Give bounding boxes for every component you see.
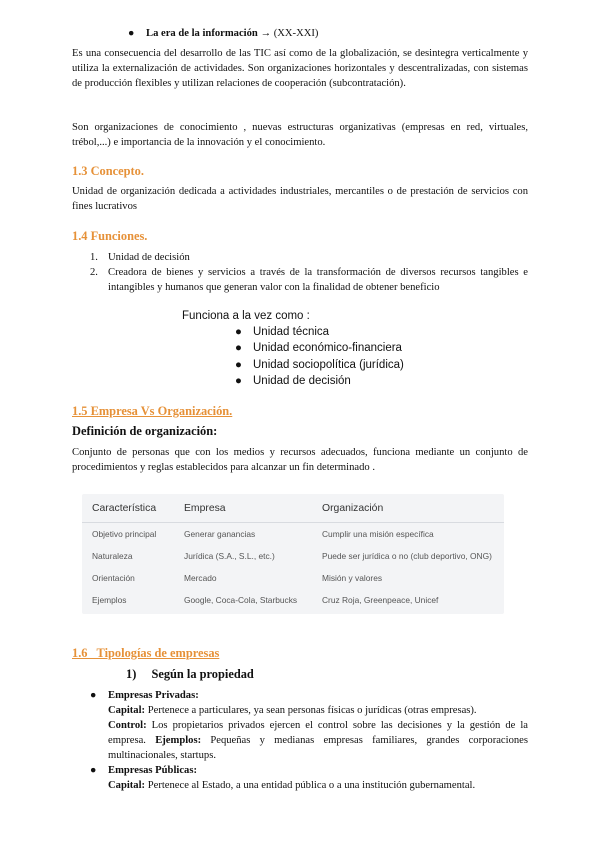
funciona-list-item: ● Unidad técnica [253,324,329,340]
comparison-table [82,494,504,614]
table-cell: Google, Coca-Cola, Starbucks [184,595,298,605]
table-row [82,523,504,546]
intro-paragraph-1: Es una consecuencia del desarrollo de las TIC así como de la globalización, se desintegra verticalmente y utiliza la externalización de actividades. Son organizaciones horizontales y descentralizadas, con sistemas de producción flexibles y utilizan relaciones de cooperación (subcontratación). [72,48,528,89]
table-cell: Misión y valores [322,573,383,583]
table-cell: Mercado [184,573,217,583]
table-header-cell: Organización [312,494,504,523]
heading-1-3: 1.3 Concepto. [72,164,144,178]
table-cell: Orientación [92,573,135,583]
bullet-icon: ● [235,359,242,371]
subheading-propiedad: 1) Según la propiedad [126,667,254,681]
era-informacion-title: La era de la información [146,28,258,39]
table-row [82,545,504,567]
publicas-capital: Capital: Pertenece al Estado, a una entidad pública o a una institución gubernamental. [108,780,476,791]
table-header-cell: Empresa [174,494,312,523]
table-cell: Jurídica (S.A., S.L., etc.) [184,551,275,561]
bullet-icon: ● [235,375,242,387]
era-informacion-range: (XX-XXI) [271,28,319,39]
bullet-icon: ● [235,326,242,338]
table-cell: Ejemplos [92,595,127,605]
table-cell: Cruz Roja, Greenpeace, Unicef [322,595,439,605]
funciona-list-item: ● Unidad sociopolítica (jurídica) [253,357,404,373]
definicion-text: Conjunto de personas que con los medios y recursos adecuados, funciona mediante un conjunto de procedimientos y reglas establecidos para alcanzar un fin determinado . [72,447,528,473]
heading-1-6: 1.6 Tipologías de empresas [72,646,220,660]
privadas-capital: Capital: Pertenece a particulares, ya sean personas físicas o jurídicas (otras empresas). [108,705,477,716]
definicion-title: Definición de organización: [72,424,218,438]
table-cell: Generar ganancias [184,529,256,539]
heading-1-4: 1.4 Funciones. [72,229,148,243]
empresas-privadas-bullet: ● Empresas Privadas: [90,689,199,701]
table-cell: Cumplir una misión específica [322,529,434,539]
bullet-icon: ● [90,764,97,776]
table-header-row [82,494,504,523]
funciones-item-2: 2. Creadora de bienes y servicios a través de la transformación de diversos recursos tangibles e intangibles y humanos que generan valor con la finalidad de obtener beneficio [90,267,528,293]
empresas-publicas-bullet: ● Empresas Públicas: [90,764,197,776]
arrow-icon: → [260,28,272,39]
funciona-list-item: ● Unidad económico-financiera [253,340,402,356]
concepto-text: Unidad de organización dedicada a actividades industriales, mercantiles o de prestación de servicios con fines lucrativos [72,186,528,212]
funciones-item-1: 1. Unidad de decisión [90,252,190,263]
privadas-control: Control: Los propietarios privados ejercen el control sobre las decisiones y la gestión de la empresa. Ejemplos: Pequeñas y medianas empresas familiares, grandes corporaciones multinacionales, startups. [108,720,528,761]
bullet-icon: ● [235,342,242,354]
funciona-label: Funciona a la vez como : [182,310,310,322]
heading-1-5: 1.5 Empresa Vs Organización. [72,404,233,418]
bullet-icon: ● [128,27,135,39]
table-cell: Puede ser jurídica o no (club deportivo, ONG) [322,551,492,561]
table-cell: Naturaleza [92,551,133,561]
table-cell: Objetivo principal [92,529,157,539]
table-row [82,567,504,589]
intro-paragraph-2: Son organizaciones de conocimiento , nuevas estructuras organizativas (empresas en red, virtuales, trébol,...) e importancia de la innovación y el conocimiento. [72,122,528,148]
table-row [82,589,504,611]
table-header-cell: Característica [82,494,174,523]
era-informacion-bullet [128,26,319,41]
bullet-icon: ● [90,689,97,701]
funciona-list-item: ● Unidad de decisión [253,373,351,389]
